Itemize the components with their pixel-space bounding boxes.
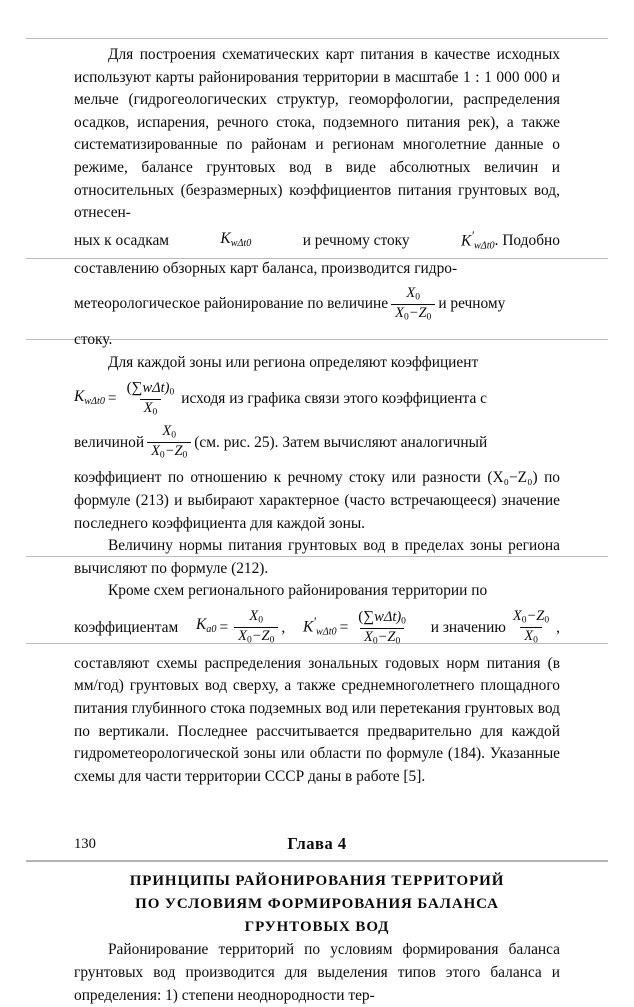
- chapter-title-line-2: ПО УСЛОВИЯМ ФОРМИРОВАНИЯ БАЛАНСА: [135, 896, 499, 913]
- symbol-K-prime-w-delta-t-0: $K'_{w\Delta t0}$: [303, 615, 337, 638]
- paragraph-3: Величину нормы питания грунтовых вод в пределах зоны региона вычисляют по формуле (212).: [74, 537, 560, 577]
- text-fragment: величиной: [74, 433, 145, 451]
- paragraph-2-velichinoy-line: [74, 424, 560, 461]
- paragraph-5: Районирование территорий по условиям формирования баланса грунтовых вод производится для выделения типов этого баланса и определения: 1) степени неоднородности тер-: [74, 941, 560, 1004]
- paragraph-4-rest: составляют схемы распределения зональных годовых норм питания (в мм/год) грунтовых вод сверху, а также среднемноголетнего площадного питания глубинного стока подземных вод или перетекания грунтовых вод по вертикали. Последнее рассчитывается предварительно для каждой гидрометеорологической зоны или области по формуле (184). Указанные схемы для части территории СССР даны в работе [5].: [74, 654, 560, 785]
- paragraph-2-lead: Для каждой зоны или региона определяют коэффициент: [108, 353, 479, 371]
- symbol-K-w-delta-t-0: $K_{w\Delta t0}$: [74, 387, 105, 407]
- symbol-K-prime-w-delta-t-0: $K'_{w\Delta t0}$: [461, 228, 495, 252]
- fraction-X0-over-X0-minus-Z0: $\frac{X_0}{X_0-Z_0}$: [234, 609, 278, 646]
- paragraph-1-formula-line: [74, 225, 560, 258]
- text-fragment: коэффициентам: [74, 618, 179, 636]
- paragraph-4-lead: Кроме схем регионального районирования территории по: [108, 582, 488, 600]
- text-fragment: исходя из графика связи этого коэффициента с: [181, 390, 487, 408]
- page-content: [74, 44, 560, 1007]
- paragraph-1-line-composition: составлению обзорных карт баланса, производится гидро-: [74, 259, 458, 277]
- chapter-label: Глава 4: [287, 834, 347, 854]
- symbol-K-w-delta-t-0: $K_{w\Delta t0}$: [220, 229, 252, 249]
- symbol-K-a0: $K_{a0}$: [196, 616, 217, 635]
- fraction-sum-w-dt-over-X0: $\frac{(\sum w\Delta t)_0}{X_0}$: [126, 379, 175, 419]
- fraction-sum-w-dt-over-X0-minus-Z0: $\frac{(\sum w\Delta t)_0}{X_0-Z_0}$: [358, 607, 406, 647]
- paragraph-1-fraction-line: [74, 286, 560, 323]
- chapter-title-line-1: ПРИНЦИПЫ РАЙОНИРОВАНИЯ ТЕРРИТОРИЙ: [129, 873, 505, 890]
- fraction-X0-over-X0-minus-Z0: $\frac{X_0}{X_0-Z_0}$: [147, 424, 191, 461]
- chapter-title-line-3: ГРУНТОВЫХ ВОД: [244, 919, 390, 936]
- fraction-X0-over-X0-minus-Z0: $\frac{X_0}{X_0-Z_0}$: [391, 286, 435, 323]
- scan-rule: [26, 38, 608, 39]
- punctuation-comma: ,: [556, 618, 560, 636]
- text-fragment: . Подобно: [494, 231, 560, 249]
- fraction-X0-minus-Z0-over-X0: $\frac{X_0-Z_0}{X_0}$: [512, 608, 550, 647]
- paragraph-4-formula-line: коэффициентам $K_{a0}$ = $\frac{X_0}{X_0-Z_0}$ , $K'_{w\Delta t0}$ = $\frac{(\sum w\Delta t)_0}{X_0-Z_0}$ и значению $\frac{X_0-Z_0}{X_0}$ ,: [74, 607, 560, 647]
- paragraph-2-formula-line: $K_{w\Delta t0}$ = $\frac{(\sum w\Delta t)_0}{X_0}$ исходя из графика связи этого коэффициента с: [74, 379, 487, 419]
- paragraph-2-rest: коэффициент по отношению к речному стоку или разности (X₀−Z₀) по формуле (213) и выбирают характерное (часто встречающееся) значение последнего коэффициента для каждой зоны.: [74, 469, 560, 532]
- text-fragment: метеорологическое районирование по величине: [74, 295, 389, 313]
- text-fragment: и значению: [430, 618, 506, 636]
- punctuation-comma: ,: [281, 618, 286, 636]
- text-fragment: (см. рис. 25). Затем вычисляют аналогичный: [194, 433, 488, 451]
- page-number: 130: [74, 836, 96, 852]
- text-fragment: ных к осадкам: [74, 231, 170, 249]
- text-fragment: и речному: [438, 295, 506, 313]
- text-fragment: и речному стоку: [302, 231, 410, 249]
- paragraph-1: Для построения схематических карт питания в качестве исходных используют карты районирования территории в масштабе 1 : 1 000 000 и мельче (гидрогеологических структур, геоморфологии, распределения осадков, испарения, речного стока, подземного питания рек), а также систематизированные по районам и регионам многолетние данные о режиме, балансе грунтовых вод в виде абсолютных величин и относительных (безразмерных) коэффициентов питания грунтовых вод, отнесен-: [74, 46, 560, 222]
- paragraph-1-end: стоку.: [74, 331, 113, 349]
- chapter-heading: [74, 834, 560, 939]
